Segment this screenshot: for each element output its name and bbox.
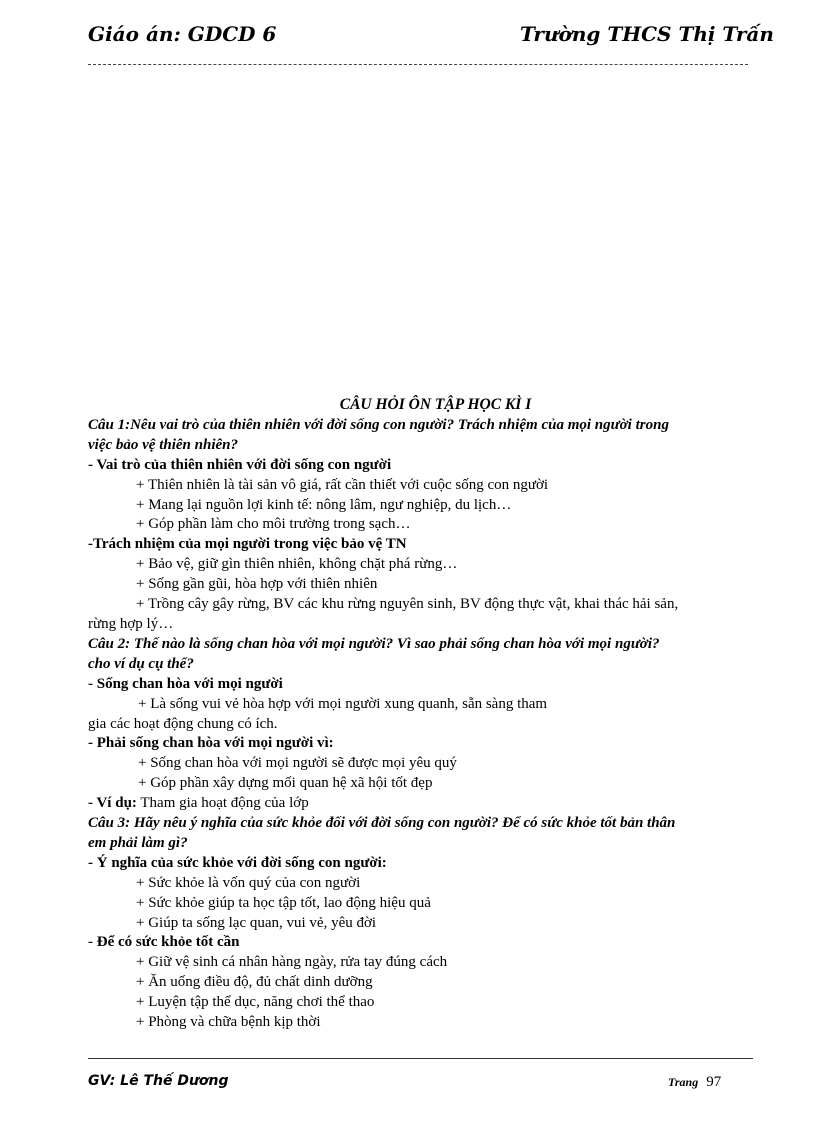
question-2-line-1: Câu 2: Thế nào là sống chan hòa với mọi người? Vì sao phải sống chan hòa với mọi người? [88, 635, 660, 652]
header-school: Trường THCS Thị Trấn [520, 22, 774, 46]
q1-resp-item-3-line-2: rừng hợp lý… [88, 615, 174, 632]
header-divider [88, 64, 748, 65]
footer-page-label: Trang [668, 1075, 699, 1089]
question-3-line-2: em phải làm gì? [88, 834, 188, 851]
q1-role-item-2: + Mang lại nguồn lợi kinh tế: nông lâm, ngư nghiệp, du lịch… [136, 496, 512, 513]
q2-reason-item-2: + Góp phần xây dựng mối quan hệ xã hội tốt đẹp [138, 775, 433, 792]
q1-resp-item-3-line-1: + Trồng cây gây rừng, BV các khu rừng nguyên sinh, BV động thực vật, khai thác hải sản, [136, 596, 679, 613]
q3-heading-meaning: - Ý nghĩa của sức khỏe với đời sống con người: [88, 854, 387, 871]
q3-meaning-item-3: + Giúp ta sống lạc quan, vui vẻ, yêu đời [136, 914, 377, 931]
q1-resp-item-2: + Sống gần gũi, hòa hợp với thiên nhiên [136, 576, 378, 593]
q3-needs-item-1: + Giữ vệ sinh cá nhân hàng ngày, rửa tay đúng cách [136, 954, 448, 971]
footer-page-number: 97 [706, 1074, 722, 1090]
header-subject: Giáo án: GDCD 6 [88, 22, 277, 46]
q2-example-label: - Ví dụ: [88, 795, 137, 812]
footer-author: GV: Lê Thế Dương [88, 1073, 229, 1089]
q2-reason-item-1: + Sống chan hòa với mọi người sẽ được mọi yêu quý [138, 755, 457, 772]
q2-example-text: Tham gia hoạt động của lớp [136, 795, 309, 812]
question-1-line-2: việc bảo vệ thiên nhiên? [88, 436, 238, 453]
footer-page [668, 1074, 721, 1091]
q2-definition-line-1: + Là sống vui vẻ hòa hợp với mọi người xung quanh, sẵn sàng tham [138, 695, 548, 712]
q1-resp-item-1: + Bảo vệ, giữ gìn thiên nhiên, không chặt phá rừng… [136, 556, 458, 573]
question-2-line-2: cho ví dụ cụ thể? [88, 655, 194, 672]
document-body [88, 395, 783, 1033]
q2-example [88, 794, 783, 814]
q3-needs-item-3: + Luyện tập thể dục, năng chơi thể thao [136, 994, 375, 1011]
q2-definition-line-2: gia các hoạt động chung có ích. [88, 715, 278, 732]
q3-heading-needs: - Để có sức khỏe tốt cần [88, 934, 240, 951]
question-3-line-1: Câu 3: Hãy nêu ý nghĩa của sức khỏe đối với đời sống con người? Để có sức khỏe tốt bản thân [88, 815, 676, 832]
q3-needs-item-4: + Phòng và chữa bệnh kịp thời [136, 1014, 321, 1031]
footer-divider [88, 1058, 753, 1059]
question-1-line-1: Câu 1:Nêu vai trò của thiên nhiên với đời sống con người? Trách nhiệm của mọi người trong [88, 416, 669, 433]
q1-role-item-1: + Thiên nhiên là tài sản vô giá, rất cần thiết với cuộc sống con người [136, 476, 549, 493]
q3-meaning-item-2: + Sức khỏe giúp ta học tập tốt, lao động hiệu quả [136, 894, 431, 911]
q2-heading-definition: - Sống chan hòa với mọi người [88, 675, 283, 692]
q3-needs-item-2: + Ăn uống điều độ, đủ chất dinh dưỡng [136, 974, 373, 991]
page-title: CÂU HỎI ÔN TẬP HỌC KÌ I [339, 396, 532, 413]
q2-heading-reasons: - Phải sống chan hòa với mọi người vì: [88, 735, 334, 752]
q1-role-item-3: + Góp phần làm cho môi trường trong sạch… [136, 516, 411, 533]
q1-heading-responsibility: -Trách nhiệm của mọi người trong việc bảo vệ TN [88, 536, 407, 553]
q1-heading-role: - Vai trò của thiên nhiên với đời sống con người [88, 456, 392, 473]
q3-meaning-item-1: + Sức khỏe là vốn quý của con người [136, 874, 361, 891]
